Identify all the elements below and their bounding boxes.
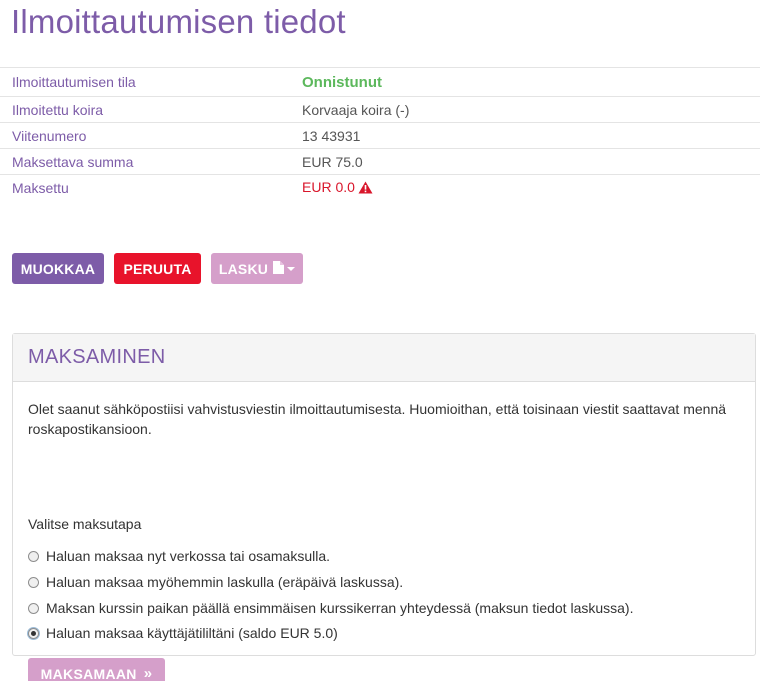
payment-option-account-balance[interactable] [28, 623, 338, 643]
payment-method-label: Valitse maksutapa [28, 516, 142, 532]
double-chevron-right-icon: » [143, 665, 153, 681]
chevron-down-icon [287, 267, 295, 271]
radio-button[interactable] [28, 577, 39, 588]
registration-info-table [0, 67, 760, 200]
dog-value: Korvaaja koira (-) [302, 97, 760, 123]
table-row [0, 97, 760, 123]
table-row [0, 149, 760, 175]
table-row [0, 68, 760, 97]
payment-option-on-site[interactable] [28, 598, 633, 618]
amount-due-label: Maksettava summa [0, 149, 302, 175]
paid-label: Maksettu [0, 175, 302, 201]
radio-button[interactable] [28, 551, 39, 562]
payment-option-label: Haluan maksaa nyt verkossa tai osamaksulla. [46, 548, 331, 564]
payment-option-online[interactable] [28, 546, 330, 566]
reference-number-label: Viitenumero [0, 123, 302, 149]
payment-panel-heading: MAKSAMINEN [13, 334, 755, 382]
table-row [0, 175, 760, 201]
payment-option-label: Haluan maksaa myöhemmin laskulla (eräpäivä laskussa). [46, 574, 404, 590]
payment-panel [12, 333, 756, 681]
confirmation-info-text: Olet saanut sähköpostiisi vahvistusviestin ilmoittautumisesta. Huomioithan, että toisinaan viestit saattavat mennä roskapostikansioon. [28, 401, 727, 437]
payment-option-label: Haluan maksaa käyttäjätililtäni (saldo EUR 5.0) [46, 625, 338, 641]
payment-option-invoice[interactable] [28, 572, 403, 592]
status-value: Onnistunut [302, 73, 382, 91]
pay-button-label: MAKSAMAAN [40, 665, 137, 681]
proceed-to-payment-button[interactable] [28, 658, 165, 681]
edit-button[interactable]: MUOKKAA [12, 253, 104, 284]
paid-value: EUR 0.0 [302, 178, 355, 195]
document-icon [273, 261, 284, 277]
page-title: Ilmoittautumisen tiedot [11, 3, 346, 40]
cancel-registration-button[interactable]: PERUUTA [114, 253, 201, 284]
status-label: Ilmoittautumisen tila [0, 68, 302, 97]
dog-label: Ilmoitettu koira [0, 97, 302, 123]
payment-option-label: Maksan kurssin paikan päällä ensimmäisen kurssikerran yhteydessä (maksun tiedot laskussa). [46, 600, 634, 616]
invoice-button-label: LASKU [218, 260, 269, 277]
invoice-dropdown-button[interactable] [211, 253, 303, 284]
reference-number-value: 13 43931 [302, 123, 760, 149]
radio-button[interactable] [28, 603, 39, 614]
table-row [0, 123, 760, 149]
radio-button-selected[interactable] [28, 628, 39, 639]
amount-due-value: EUR 75.0 [302, 149, 760, 175]
warning-triangle-icon [358, 181, 373, 197]
